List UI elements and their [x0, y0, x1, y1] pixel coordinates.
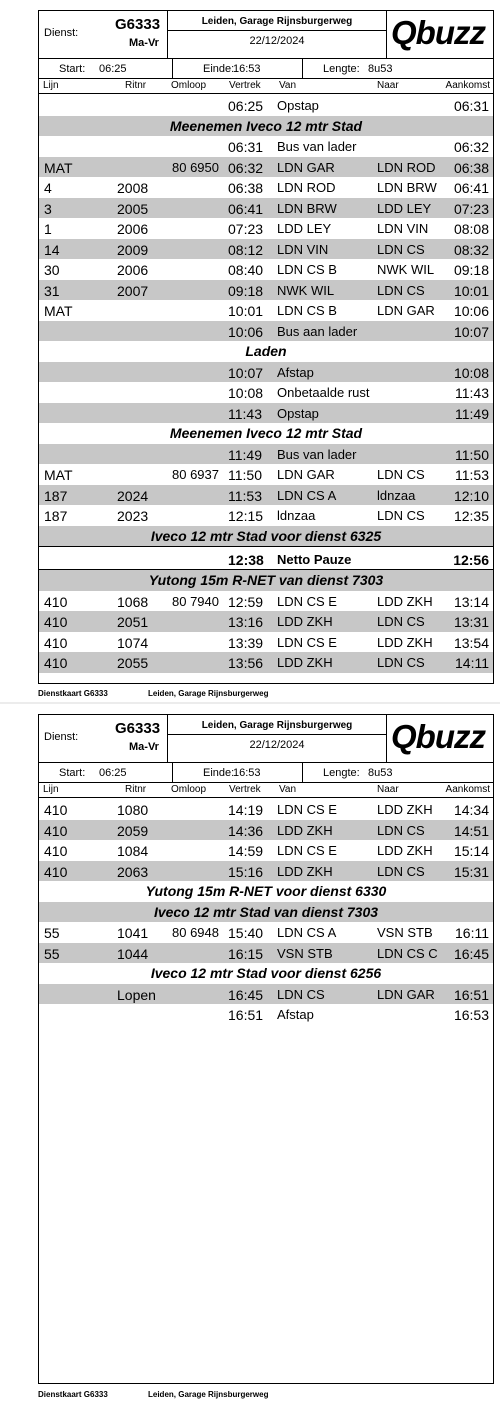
einde-label: Einde: — [203, 767, 235, 779]
footer-label: Dienstkaart G6333 — [38, 1390, 108, 1399]
naar-cell: LDN BRW — [377, 180, 437, 195]
schedule-row — [39, 485, 493, 506]
start-label: Start: — [59, 767, 86, 779]
col-aankomst: Aankomst — [445, 784, 490, 795]
lijn-cell: 410 — [44, 843, 68, 859]
naar-cell: LDD ZKH — [377, 802, 433, 817]
schedule-row — [39, 943, 493, 964]
vertrek-cell: 11:49 — [228, 446, 262, 463]
col-naar: Naar — [377, 784, 399, 795]
aankomst-cell: 06:38 — [453, 159, 489, 176]
van-cell: LDN CS E — [277, 802, 337, 817]
days-label: Ma-Vr — [129, 37, 159, 49]
col-lijn: Lijn — [43, 784, 59, 795]
footer-location: Leiden, Garage Rijnsburgerweg — [148, 1390, 269, 1399]
card-header — [39, 715, 493, 763]
schedule-row — [39, 198, 493, 219]
van-cell: LDN CS — [277, 986, 325, 1002]
footer-page-1 — [38, 689, 269, 698]
naar-cell: LDN CS — [377, 655, 425, 670]
sheet-page-2 — [0, 704, 500, 1426]
aankomst-cell: 06:41 — [453, 180, 489, 196]
lijn-cell: 410 — [44, 822, 68, 839]
col-omloop: Omloop — [171, 80, 207, 91]
ritnr-cell: 2051 — [117, 614, 149, 630]
aankomst-cell: 09:18 — [453, 262, 489, 278]
col-vertrek: Vertrek — [229, 80, 261, 91]
van-cell: LDN BRW — [277, 200, 337, 216]
section-heading — [39, 341, 493, 362]
schedule-row — [39, 177, 493, 198]
schedule-row — [39, 403, 493, 424]
van-cell: LDN CS E — [277, 634, 337, 650]
vertrek-cell: 11:53 — [228, 487, 262, 504]
ritnr-cell: 1084 — [117, 843, 149, 859]
vertrek-cell: 06:32 — [228, 159, 264, 176]
aankomst-cell: 12:56 — [453, 552, 489, 568]
vertrek-cell: 06:38 — [228, 180, 264, 196]
service-date: 22/12/2024 — [249, 739, 305, 751]
van-cell: Opstap — [277, 98, 319, 113]
naar-cell: LDN CS — [377, 508, 425, 523]
vertrek-cell: 10:07 — [228, 364, 264, 381]
sheet-page-1 — [0, 0, 500, 702]
naar-cell: NWK WIL — [377, 262, 435, 277]
schedule-rows-page-1 — [39, 95, 493, 673]
section-heading — [39, 570, 493, 591]
van-cell: LDN CS B — [277, 303, 337, 318]
aankomst-cell: 08:08 — [453, 221, 489, 237]
naar-cell: LDD ZKH — [377, 593, 433, 609]
vertrek-cell: 08:40 — [228, 262, 264, 278]
start-label: Start: — [59, 63, 86, 75]
section-title: Meenemen Iveco 12 mtr Stad — [169, 117, 363, 134]
naar-cell: LDN CS — [377, 282, 425, 298]
schedule-row — [39, 300, 493, 321]
naar-cell: LDN GAR — [377, 303, 435, 318]
col-van: Van — [279, 784, 297, 795]
schedule-row — [39, 984, 493, 1005]
aankomst-cell: 15:14 — [453, 843, 489, 859]
vertrek-cell: 15:16 — [228, 863, 264, 880]
aankomst-cell: 14:34 — [453, 802, 489, 818]
van-cell: LDD ZKH — [277, 655, 333, 670]
aankomst-cell: 08:32 — [453, 241, 489, 258]
naar-cell: LDN ROD — [377, 159, 436, 175]
lijn-cell: 410 — [44, 634, 68, 651]
aankomst-cell: 12:10 — [453, 487, 489, 504]
vertrek-cell: 07:23 — [228, 221, 264, 237]
col-ritnr: Ritnr — [125, 80, 147, 91]
header-middle — [167, 11, 387, 58]
van-cell: Bus aan lader — [277, 323, 358, 339]
van-cell: Onbetaalde rust — [277, 385, 370, 400]
lijn-cell: 410 — [44, 802, 68, 818]
days-label: Ma-Vr — [129, 741, 159, 753]
schedule-rows-page-2 — [39, 799, 493, 1025]
schedule-row — [39, 157, 493, 178]
naar-cell: ldnzaa — [377, 487, 416, 503]
lijn-cell: 410 — [44, 863, 68, 880]
lijn-cell: MAT — [44, 159, 73, 176]
schedule-row — [39, 840, 493, 861]
van-cell: Bus van lader — [277, 139, 357, 154]
aankomst-cell: 11:50 — [455, 446, 489, 463]
lijn-cell: 14 — [44, 241, 60, 258]
einde-label: Einde: — [203, 63, 235, 75]
col-aankomst: Aankomst — [445, 80, 490, 91]
vertrek-cell: 13:16 — [228, 614, 264, 630]
aankomst-cell: 14:11 — [455, 655, 489, 671]
time-bar — [39, 763, 493, 783]
aankomst-cell: 11:49 — [455, 405, 489, 422]
vertrek-cell: 12:59 — [228, 593, 264, 610]
van-cell: NWK WIL — [277, 282, 335, 298]
lijn-cell: 30 — [44, 262, 60, 278]
schedule-row — [39, 922, 493, 943]
ritnr-cell: 2008 — [117, 180, 149, 196]
schedule-row — [39, 505, 493, 526]
section-heading — [39, 116, 493, 137]
ritnr-cell: 2055 — [117, 655, 149, 671]
vertrek-cell: 10:06 — [228, 323, 264, 340]
ritnr-cell: 2024 — [117, 487, 149, 504]
lijn-cell: MAT — [44, 303, 73, 319]
naar-cell: LDD ZKH — [377, 843, 433, 858]
omloop-cell: 80 6937 — [172, 467, 219, 482]
omloop-cell: 80 6948 — [172, 925, 219, 940]
duty-card-page-2 — [38, 714, 494, 1384]
van-cell: LDD LEY — [277, 221, 332, 236]
vertrek-cell: 06:25 — [228, 98, 264, 114]
ritnr-cell: 1044 — [117, 945, 149, 962]
ritnr-cell: Lopen — [117, 986, 156, 1003]
lijn-cell: 410 — [44, 593, 68, 610]
schedule-row — [39, 799, 493, 820]
van-cell: LDN ROD — [277, 180, 336, 195]
aankomst-cell: 15:31 — [453, 863, 489, 880]
van-cell: LDN VIN — [277, 241, 329, 257]
lijn-cell: 187 — [44, 487, 68, 504]
lijn-cell: 1 — [44, 221, 52, 237]
lijn-cell: 187 — [44, 508, 68, 524]
schedule-row — [39, 464, 493, 485]
col-omloop: Omloop — [171, 784, 207, 795]
lijn-cell: MAT — [44, 467, 73, 483]
naar-cell: LDN CS — [377, 241, 425, 257]
vertrek-cell: 12:38 — [228, 552, 264, 568]
omloop-cell: 80 7940 — [172, 593, 219, 609]
van-cell: LDN CS E — [277, 593, 337, 609]
van-cell: Afstap — [277, 1007, 314, 1022]
van-cell: Bus van lader — [277, 446, 357, 462]
schedule-row — [39, 239, 493, 260]
vertrek-cell: 14:59 — [228, 843, 264, 859]
vertrek-cell: 11:50 — [228, 467, 262, 483]
vertrek-cell: 10:08 — [228, 385, 264, 401]
section-heading — [39, 526, 493, 547]
vertrek-cell: 06:41 — [228, 200, 264, 217]
section-title: Iveco 12 mtr Stad voor dienst 6325 — [150, 527, 382, 544]
lengte-label: Lengte: — [323, 767, 360, 779]
section-title: Yutong 15m R-NET voor dienst 6330 — [145, 883, 387, 899]
einde-time: 16:53 — [233, 767, 261, 779]
aankomst-cell: 10:06 — [453, 303, 489, 319]
schedule-row — [39, 362, 493, 383]
aankomst-cell: 11:53 — [455, 467, 489, 483]
lengte-label: Lengte: — [323, 63, 360, 75]
schedule-row — [39, 321, 493, 342]
dienst-label: Dienst: — [44, 27, 79, 39]
footer-page-2 — [38, 1390, 269, 1399]
naar-cell: LDN GAR — [377, 986, 435, 1002]
schedule-row — [39, 259, 493, 280]
column-headers — [39, 783, 493, 798]
section-heading — [39, 963, 493, 984]
naar-cell: LDD LEY — [377, 200, 432, 216]
lengte-value: 8u53 — [368, 63, 393, 75]
van-cell: LDN CS B — [277, 262, 337, 277]
dienst-code: G6333 — [115, 16, 161, 33]
vertrek-cell: 13:56 — [228, 655, 264, 671]
start-time: 06:25 — [99, 767, 127, 779]
vertrek-cell: 16:45 — [228, 986, 264, 1003]
dienst-code: G6333 — [115, 720, 161, 737]
ritnr-cell: 2007 — [117, 282, 149, 299]
lijn-cell: 410 — [44, 614, 68, 630]
aankomst-cell: 13:54 — [453, 634, 489, 651]
aankomst-cell: 10:01 — [453, 282, 489, 299]
schedule-row — [39, 444, 493, 465]
ritnr-cell: 1068 — [117, 593, 149, 610]
schedule-row — [39, 218, 493, 239]
section-title: Iveco 12 mtr Stad van dienst 7303 — [153, 903, 379, 920]
section-title: Iveco 12 mtr Stad voor dienst 6256 — [150, 965, 382, 981]
naar-cell: LDN VIN — [377, 221, 429, 236]
schedule-row — [39, 861, 493, 882]
vertrek-cell: 14:19 — [228, 802, 264, 818]
van-cell: Netto Pauze — [277, 552, 352, 567]
ritnr-cell: 1080 — [117, 802, 149, 818]
service-date: 22/12/2024 — [249, 35, 305, 47]
vertrek-cell: 08:12 — [228, 241, 264, 258]
ritnr-cell: 2009 — [117, 241, 149, 258]
omloop-cell: 80 6950 — [172, 159, 219, 175]
aankomst-cell: 07:23 — [453, 200, 489, 217]
lijn-cell: 3 — [44, 200, 52, 217]
aankomst-cell: 06:31 — [453, 98, 489, 114]
vertrek-cell: 12:15 — [228, 508, 264, 524]
aankomst-cell: 16:11 — [455, 925, 489, 941]
vertrek-cell: 09:18 — [228, 282, 264, 299]
naar-cell: LDN CS — [377, 614, 425, 629]
aankomst-cell: 10:08 — [453, 364, 489, 381]
schedule-row — [39, 652, 493, 673]
schedule-row — [39, 280, 493, 301]
schedule-row — [39, 632, 493, 653]
naar-cell: LDN CS — [377, 863, 425, 879]
vertrek-cell: 13:39 — [228, 634, 264, 651]
section-title: Laden — [245, 343, 287, 359]
aankomst-cell: 16:51 — [453, 986, 489, 1003]
ritnr-cell: 2023 — [117, 508, 149, 524]
ritnr-cell: 2006 — [117, 221, 149, 237]
aankomst-cell: 13:14 — [453, 593, 489, 610]
van-cell: Afstap — [277, 364, 314, 380]
section-heading — [39, 902, 493, 923]
time-bar — [39, 59, 493, 79]
ritnr-cell: 2005 — [117, 200, 149, 217]
start-time: 06:25 — [99, 63, 127, 75]
naar-cell: LDN CS C — [377, 945, 438, 961]
van-cell: LDN CS A — [277, 487, 337, 503]
ritnr-cell: 2063 — [117, 863, 149, 880]
naar-cell: LDD ZKH — [377, 634, 433, 650]
schedule-row — [39, 1004, 493, 1025]
van-cell: LDN GAR — [277, 467, 335, 482]
col-van: Van — [279, 80, 297, 91]
aankomst-cell: 10:07 — [453, 323, 489, 340]
lijn-cell: 55 — [44, 945, 60, 962]
aankomst-cell: 06:32 — [453, 139, 489, 155]
garage-location: Leiden, Garage Rijnsburgerweg — [168, 718, 386, 735]
ritnr-cell: 2006 — [117, 262, 149, 278]
column-headers — [39, 79, 493, 94]
vertrek-cell: 15:40 — [228, 925, 264, 941]
footer-label: Dienstkaart G6333 — [38, 689, 108, 698]
van-cell: LDN CS A — [277, 925, 337, 940]
section-title: Meenemen Iveco 12 mtr Stad — [169, 425, 363, 441]
section-heading — [39, 881, 493, 902]
col-ritnr: Ritnr — [125, 784, 147, 795]
aankomst-cell: 12:35 — [453, 508, 489, 524]
lijn-cell: 31 — [44, 282, 60, 299]
section-heading — [39, 423, 493, 444]
header-middle — [167, 715, 387, 762]
naar-cell: VSN STB — [377, 925, 433, 940]
schedule-row — [39, 136, 493, 157]
aankomst-cell: 14:51 — [453, 822, 489, 839]
ritnr-cell: 2059 — [117, 822, 149, 839]
einde-time: 16:53 — [233, 63, 261, 75]
lijn-cell: 410 — [44, 655, 68, 671]
van-cell: LDD ZKH — [277, 863, 333, 879]
vertrek-cell: 10:01 — [228, 303, 264, 319]
van-cell: LDD ZKH — [277, 614, 333, 629]
van-cell: LDN CS E — [277, 843, 337, 858]
naar-cell: LDN CS — [377, 467, 425, 482]
lijn-cell: 55 — [44, 925, 60, 941]
ritnr-cell: 1074 — [117, 634, 149, 651]
ritnr-cell: 1041 — [117, 925, 149, 941]
garage-location: Leiden, Garage Rijnsburgerweg — [168, 14, 386, 31]
card-header — [39, 11, 493, 59]
qbuzz-logo: Qbuzz — [391, 718, 485, 755]
vertrek-cell: 14:36 — [228, 822, 264, 839]
schedule-row — [39, 95, 493, 116]
schedule-row — [39, 820, 493, 841]
aankomst-cell: 11:43 — [455, 385, 489, 401]
lengte-value: 8u53 — [368, 767, 393, 779]
van-cell: ldnzaa — [277, 508, 316, 523]
lijn-cell: 4 — [44, 180, 52, 196]
aankomst-cell: 16:45 — [453, 945, 489, 962]
vertrek-cell: 16:15 — [228, 945, 264, 962]
van-cell: LDD ZKH — [277, 822, 333, 838]
vertrek-cell: 11:43 — [228, 405, 262, 422]
aankomst-cell: 16:53 — [453, 1007, 489, 1023]
aankomst-cell: 13:31 — [453, 614, 489, 630]
col-lijn: Lijn — [43, 80, 59, 91]
van-cell: LDN GAR — [277, 159, 335, 175]
col-vertrek: Vertrek — [229, 784, 261, 795]
schedule-row — [39, 591, 493, 612]
duty-card-page-1 — [38, 10, 494, 684]
vertrek-cell: 16:51 — [228, 1007, 264, 1023]
naar-cell: LDN CS — [377, 822, 425, 838]
qbuzz-logo: Qbuzz — [391, 14, 485, 51]
vertrek-cell: 06:31 — [228, 139, 264, 155]
schedule-row — [39, 611, 493, 632]
footer-location: Leiden, Garage Rijnsburgerweg — [148, 689, 269, 698]
dienst-label: Dienst: — [44, 731, 79, 743]
van-cell: VSN STB — [277, 945, 333, 961]
van-cell: Opstap — [277, 405, 319, 421]
col-naar: Naar — [377, 80, 399, 91]
pause-row — [39, 546, 493, 570]
section-title: Yutong 15m R-NET van dienst 7303 — [148, 572, 384, 588]
schedule-row — [39, 382, 493, 403]
